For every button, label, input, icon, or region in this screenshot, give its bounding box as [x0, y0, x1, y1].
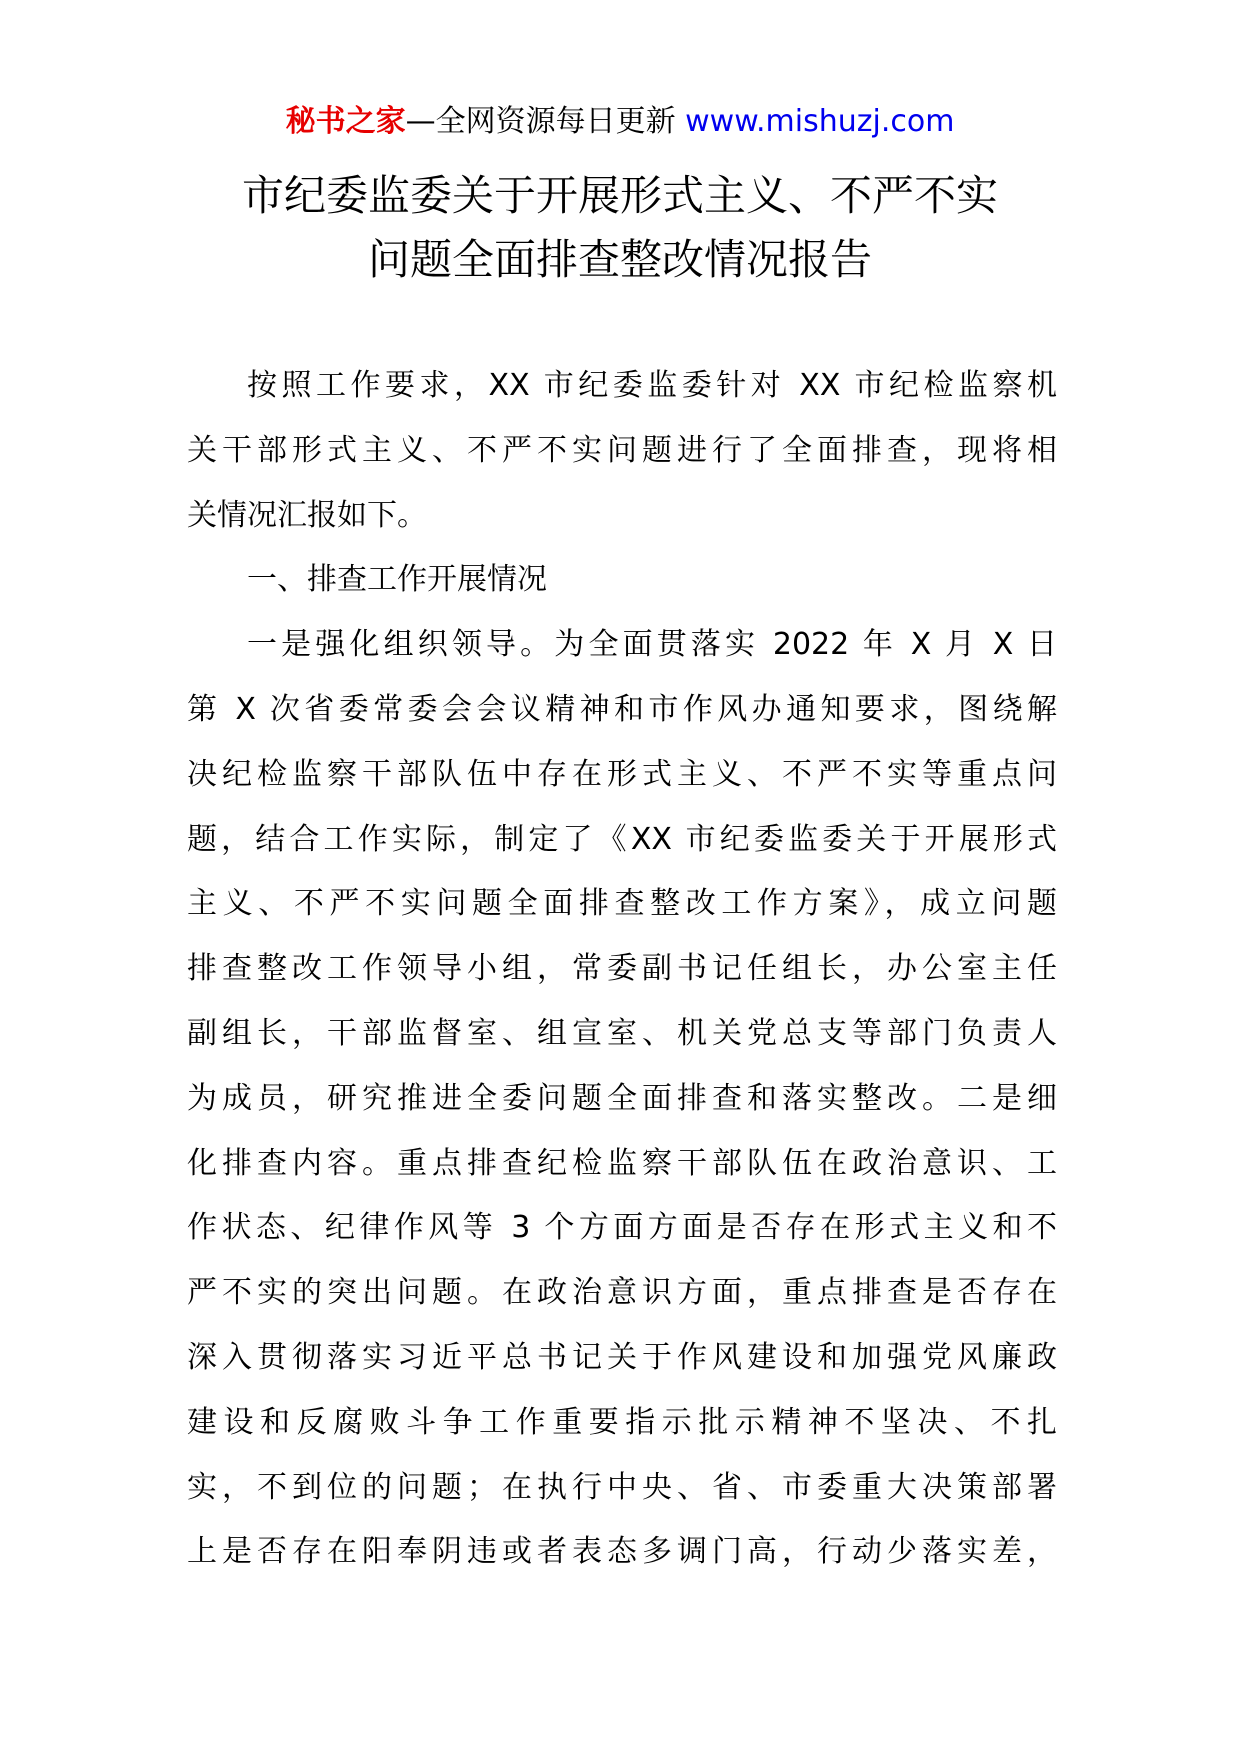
body-line: 副组长，干部监督室、组宣室、机关党总支等部门负责人: [187, 1015, 1057, 1051]
body-line: 严不实的突出问题。在政治意识方面，重点排查是否存在: [187, 1275, 1057, 1311]
body-line: 一是强化组织领导。为全面贯落实 2022 年 X 月 X 日: [247, 627, 1057, 663]
body-line: 关干部形式主义、不严不实问题进行了全面排查，现将相: [187, 432, 1057, 468]
body-line: 主义、不严不实问题全面排查整改工作方案》，成立问题: [187, 886, 1057, 922]
body-line: 化排查内容。重点排查纪检监察干部队伍在政治意识、工: [187, 1145, 1057, 1181]
body-line: 上是否存在阳奉阴违或者表态多调门高，行动少落实差，: [187, 1534, 1057, 1570]
body-line: 排查整改工作领导小组，常委副书记任组长，办公室主任: [187, 951, 1057, 987]
body-line: 深入贯彻落实习近平总书记关于作风建设和加强党风廉政: [187, 1339, 1057, 1375]
document-body: [187, 354, 1057, 1585]
body-line: 建设和反腐败斗争工作重要指示批示精神不坚决、不扎: [187, 1404, 1057, 1440]
body-line: 为成员，研究推进全委问题全面排查和落实整改。二是细: [187, 1080, 1057, 1116]
site-header: [0, 100, 1240, 144]
site-url-link[interactable]: www.mishuzj.com: [685, 104, 955, 139]
body-line: 题，结合工作实际，制定了《XX 市纪委监委关于开展形式: [187, 821, 1057, 857]
brand-name: 秘书之家: [285, 104, 406, 139]
body-line: 关情况汇报如下。: [187, 497, 427, 533]
body-line: 作状态、纪律作风等 3 个方面方面是否存在形式主义和不: [187, 1210, 1057, 1246]
document-title: [100, 164, 1140, 292]
title-line-2: 问题全面排查整改情况报告: [367, 235, 872, 284]
body-line: 实，不到位的问题；在执行中央、省、市委重大决策部署: [187, 1469, 1057, 1505]
section-heading: 一、排查工作开展情况: [247, 562, 547, 598]
header-tagline: —全网资源每日更新: [405, 104, 676, 139]
body-line: 决纪检监察干部队伍中存在形式主义、不严不实等重点问: [187, 756, 1057, 792]
body-line: 第 X 次省委常委会会议精神和市作风办通知要求，图绕解: [187, 691, 1057, 727]
body-line: 按照工作要求，XX 市纪委监委针对 XX 市纪检监察机: [247, 368, 1057, 403]
title-line-1: 市纪委监委关于开展形式主义、不严不实: [241, 171, 998, 220]
